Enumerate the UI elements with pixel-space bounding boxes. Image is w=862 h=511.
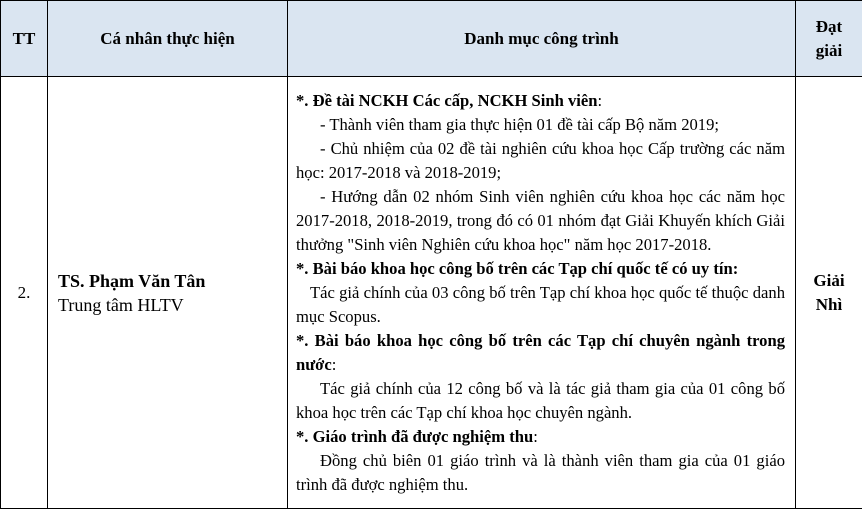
header-award-line2: giải xyxy=(815,40,843,60)
person-cell xyxy=(48,77,288,509)
section-heading-international-text: *. Bài báo khoa học công bố trên các Tạp chí quốc tế có uy tín: xyxy=(296,258,739,278)
row-number: 2. xyxy=(1,77,48,509)
international-item: Tác giả chính của 03 công bố trên Tạp chí khoa học quốc tế thuộc danh mục Scopus. xyxy=(296,282,785,326)
award-line2: Nhì xyxy=(815,294,843,314)
header-tt: TT xyxy=(1,1,48,77)
header-award-text xyxy=(796,15,862,63)
header-works: Danh mục công trình xyxy=(288,1,796,77)
header-award-line1: Đạt xyxy=(815,16,843,36)
domestic-item: Tác giả chính của 12 công bố và là tác giả tham gia của 01 công bố khoa học trên các Tạp chí khoa học chuyên ngành. xyxy=(296,378,785,422)
table-body xyxy=(1,77,862,509)
section-heading-international xyxy=(296,257,785,281)
table-row xyxy=(1,77,862,509)
research-item-students: - Hướng dẫn 02 nhóm Sinh viên nghiên cứu khoa học các năm học 2017-2018, 2018-2019, trong đó có 01 nhóm đạt Giải Khuyến khích Giải thưởng "Sinh viên Nghiên cứu khoa học" năm học 2017-2018. xyxy=(296,186,785,254)
research-item-ministry: - Thành viên tham gia thực hiện 01 đề tài cấp Bộ năm 2019; xyxy=(320,114,720,134)
section-heading-domestic xyxy=(296,329,785,377)
works-cell xyxy=(288,77,796,509)
table-header xyxy=(1,1,862,77)
person-name: TS. Phạm Văn Tân xyxy=(58,270,206,291)
section-heading-research xyxy=(296,89,785,113)
header-person: Cá nhân thực hiện xyxy=(48,1,288,77)
section-heading-domestic-text: *. Bài báo khoa học công bố trên các Tạp chí chuyên ngành trong nước xyxy=(296,330,785,374)
section-heading-research-text: *. Đề tài NCKH Các cấp, NCKH Sinh viên xyxy=(296,90,598,110)
header-award xyxy=(796,1,862,77)
section-heading-textbook xyxy=(296,425,785,449)
section-heading-textbook-colon: : xyxy=(533,426,538,446)
section-heading-domestic-colon: : xyxy=(331,354,337,374)
section-heading-research-colon: : xyxy=(597,90,603,110)
section-heading-textbook-text: *. Giáo trình đã được nghiệm thu xyxy=(296,426,534,446)
research-item-school: - Chủ nhiệm của 02 đề tài nghiên cứu khoa học Cấp trường các năm học: 2017-2018 và 2018-2019; xyxy=(296,138,785,182)
award-line1: Giải xyxy=(813,270,845,290)
textbook-item: Đồng chủ biên 01 giáo trình và là thành viên tham gia của 01 giáo trình đã được nghiệm thu. xyxy=(296,450,785,494)
person-unit: Trung tâm HLTV xyxy=(58,294,184,315)
header-row xyxy=(1,1,862,77)
award-cell xyxy=(796,77,862,509)
